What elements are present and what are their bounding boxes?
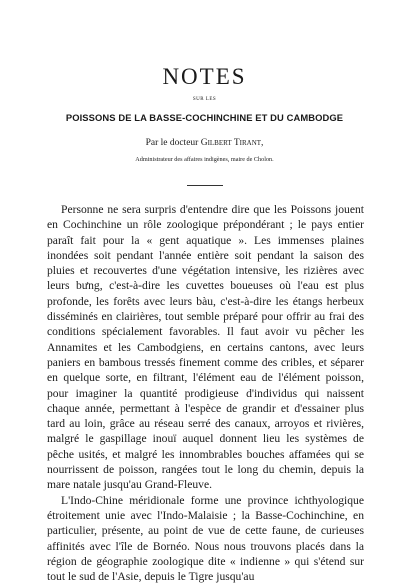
- article-subtitle: POISSONS DE LA BASSE-COCHINCHINE ET DU CAMBODGE: [65, 112, 344, 123]
- section-divider: [187, 185, 223, 186]
- author-prefix: Par le docteur: [145, 138, 201, 148]
- body-paragraph-1: Personne ne sera surpris d'entendre dire que les Poissons jouent en Cochinchine un rôle zoologique prépondérant ; le pays entier paraît fait pour la « gent aquatique ». Les immenses plaines inondées soit pendant l'année entière soit pendant la saison des pluies et recouvertes d'une végétation intensive, les rizières avec leurs bưng, c'est-à-dire les cuvettes boueuses où l'eau est plus profonde, les forêts avec leurs bàu, c'est-à-dire les étangs herbeux disséminés en clairières, tout semble préparé pour offrir au frai des conditions spécialement favorables. Il faut avoir vu pêcher les Annamites et les Cambodgiens, en certains cantons, avec leurs paniers en bambous tressés finement comme des cribles, et séparer en quelque sorte, en filtrant, l'élément eau de l'élément poisson, pour imaginer la quantité prodigieuse d'individus qui naissent chaque année, permettant à l'espèce de grandir et d'essainer plus tard au loin, grâce au réseau serré des canaux, arroyos et rivières, malgré le gaspillage inouï auquel donnent lieu les systèmes de pêche usités, et malgré les innombrables bouches affamées qui se nourrissent de poisson, rangées tout le long du chemin, depuis la mare natale jusqu'au Grand-Fleuve.: [47, 203, 364, 492]
- article-body: [47, 202, 364, 584]
- author-name: Gilbert Tirant,: [200, 138, 264, 148]
- author-line: [0, 138, 409, 148]
- author-affiliation: Administrateur des affaires indigènes, maire de Cholon.: [135, 156, 274, 163]
- body-paragraph-2: L'Indo-Chine méridionale forme une province ichthyologique étroitement unie avec l'Indo-Malaisie ; la Basse-Cochinchine, en particulier, présente, au point de vue de cette faune, de curieuses affinités avec l'île de Bornéo. Nous nous trouvons placés dans la région de géographie zoologique dite « indienne » qui s'étend sur tout le sud de l'Asie, depuis le Tigre jusqu'au: [47, 493, 364, 584]
- article-title: NOTES: [162, 64, 247, 89]
- title-connector: SUR LES: [192, 97, 217, 102]
